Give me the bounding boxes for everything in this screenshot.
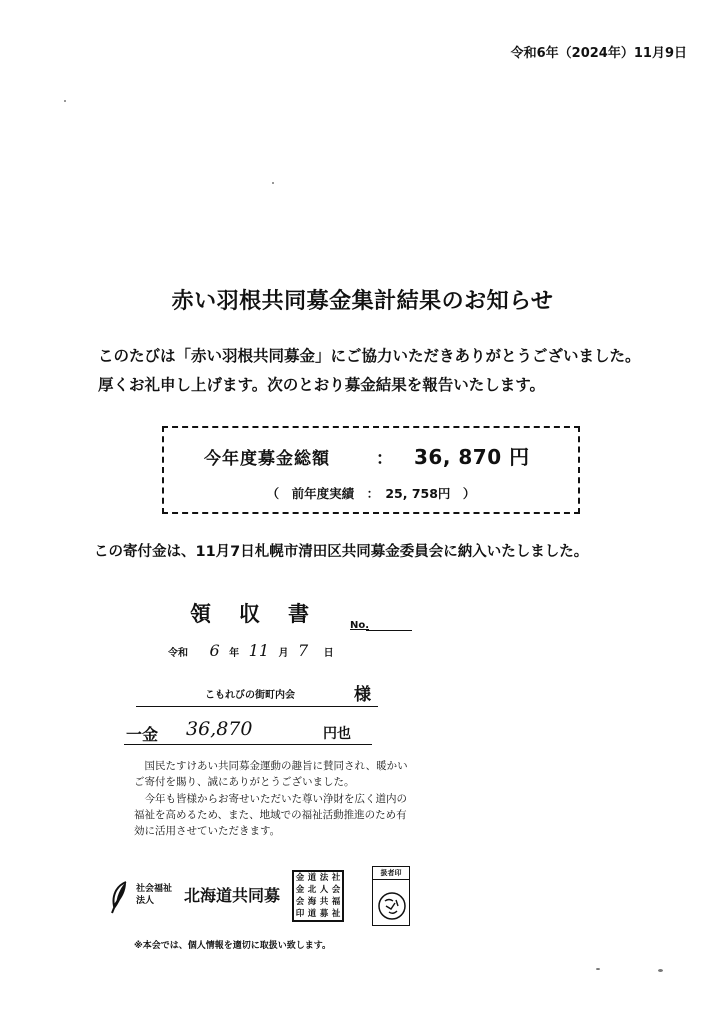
deposit-note: この寄付金は、11月7日札幌市清田区共同募金委員会に納入いたしました。 — [94, 544, 589, 560]
page-title: 赤い羽根共同募金集計結果のお知らせ — [171, 289, 554, 314]
receipt-message — [134, 758, 414, 839]
handler-seal-label: 扱者印 — [373, 868, 409, 880]
seal-char: 募 — [319, 909, 329, 919]
seal-char: 会 — [331, 885, 341, 895]
scan-speck — [658, 969, 663, 972]
seal-char: 道 — [307, 909, 317, 919]
recipient-underline — [136, 706, 378, 707]
seal-char: 印 — [295, 909, 305, 919]
scan-speck — [64, 100, 66, 102]
privacy-footnote: ※本会では、個人情報を適切に取扱い致します。 — [134, 941, 332, 951]
organization-type: 社会福祉法人 — [136, 884, 173, 906]
handler-stamp-icon — [377, 891, 407, 921]
amount-suffix: 円也 — [323, 726, 351, 742]
handler-seal-box — [372, 866, 410, 926]
seal-char: 法 — [319, 873, 329, 883]
seal-char: 金 — [295, 885, 305, 895]
receipt-date-year-unit: 年 — [229, 648, 240, 659]
previous-year-total: （ 前年度実績 ： 25, 758円 ） — [266, 486, 476, 501]
seal-char: 人 — [319, 885, 329, 895]
receipt-date-era: 令和 — [168, 648, 188, 659]
seal-char: 共 — [319, 897, 329, 907]
scan-speck — [272, 182, 274, 184]
organization-name: 北海道共同募 — [184, 886, 281, 905]
receipt-title: 領収書 — [190, 602, 337, 626]
seal-char: 社 — [331, 873, 341, 883]
red-feather-icon — [108, 880, 132, 918]
receipt-message-paragraph-2: 今年も皆様からお寄せいただいた尊い浄財を広く道内の福祉を高めるため、また、地域での福祉活動推進のため有効に活用させていただきます。 — [134, 792, 407, 838]
seal-char: 道 — [307, 873, 317, 883]
total-label: 今年度募金総額 — [204, 449, 330, 469]
receipt-number-line — [366, 630, 412, 631]
receipt-date-day-unit: 日 — [323, 648, 334, 659]
intro-line-1: このたびは「赤い羽根共同募金」にご協力いただきありがとうございました。 — [98, 347, 641, 365]
receipt-message-paragraph-1: 国民たすけあい共同募金運動の趣旨に賛同され、暖かいご寄付を賜り、誠にありがとうございました。 — [134, 760, 408, 789]
receipt-date-day: 7 — [297, 641, 309, 660]
receipt-date-month: 11 — [248, 641, 269, 660]
scan-speck — [596, 968, 600, 970]
receipt-recipient: こもれびの街町内会 — [205, 690, 295, 701]
amount-handwritten: 36,870 — [186, 718, 253, 740]
organization-seal — [292, 870, 344, 922]
seal-char: 祉 — [331, 909, 341, 919]
receipt-date — [168, 641, 334, 660]
seal-char: 海 — [307, 897, 317, 907]
receipt-honorific: 様 — [354, 685, 371, 705]
notice-date: 令和6年（2024年）11月9日 — [510, 46, 687, 61]
total-colon: ： — [376, 449, 393, 469]
receipt-date-year: 6 — [209, 641, 220, 660]
receipt-number-label: No. — [350, 620, 370, 631]
receipt-date-month-unit: 月 — [278, 648, 289, 659]
seal-char: 金 — [295, 873, 305, 883]
total-amount: 36, 870 円 — [414, 445, 530, 469]
seal-char: 北 — [307, 885, 317, 895]
amount-underline — [124, 744, 372, 745]
total-box — [162, 426, 580, 514]
amount-prefix: 一金 — [126, 725, 159, 744]
intro-line-2: 厚くお礼申し上げます。次のとおり募金結果を報告いたします。 — [98, 376, 546, 394]
seal-char: 福 — [331, 897, 341, 907]
seal-char: 会 — [295, 897, 305, 907]
